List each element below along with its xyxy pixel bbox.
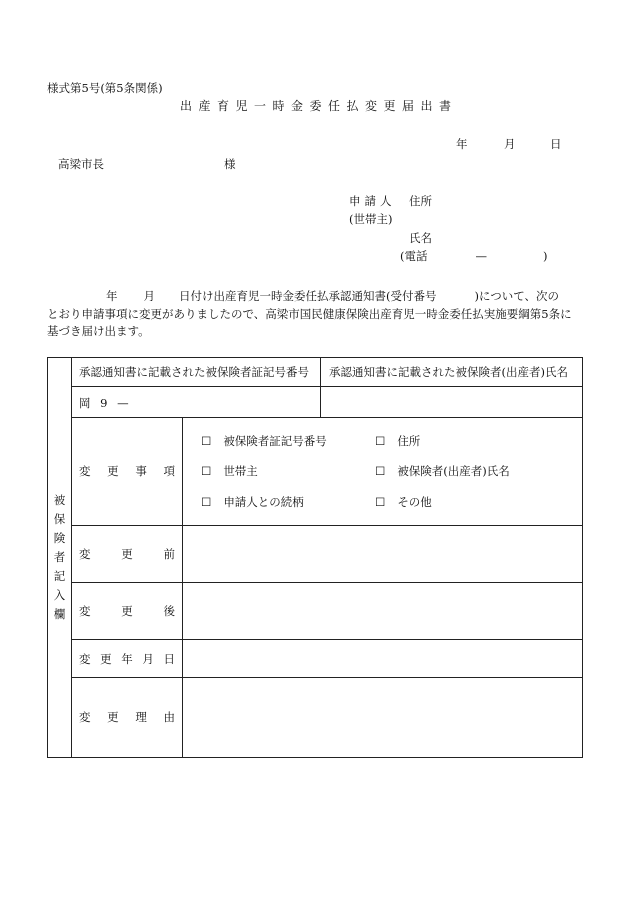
body-line1-mid: 日付け出産育児一時金委任払承認通知書(受付番号	[179, 289, 437, 303]
option-insurance-number[interactable]: ☐ 被保険者証記号番号	[201, 434, 327, 448]
option-relationship[interactable]: ☐ 申請人との続柄	[201, 495, 304, 509]
applicant-label: 申請人	[349, 194, 396, 208]
change-reason-field[interactable]	[183, 678, 582, 757]
body-line3: 基づき届け出ます。	[47, 324, 150, 338]
after-field[interactable]	[183, 583, 582, 639]
option-insured-name[interactable]: ☐ 被保険者(出産者)氏名	[375, 464, 510, 478]
body-line1-end: )について、次の	[474, 289, 560, 303]
header-insurance-number: 承認通知書に記載された被保険者証記号番号	[79, 365, 309, 379]
applicant-name-label: 氏名	[409, 231, 432, 245]
before-field[interactable]	[183, 526, 582, 582]
body-year: 年	[106, 289, 118, 303]
checkbox-icon[interactable]: ☐	[375, 434, 386, 448]
addressee-city: 高梁市長	[58, 157, 104, 171]
date-year-label: 年	[456, 137, 468, 151]
phone-close-paren: )	[543, 249, 548, 263]
form-number: 様式第5号(第5条関係)	[47, 81, 163, 95]
phone-dash: —	[475, 249, 487, 263]
document-title: 出産育児一時金委任払変更届出書	[180, 99, 458, 113]
change-items-label: 変 更 事 項	[79, 464, 175, 478]
header-insured-name: 承認通知書に記載された被保険者(出産者)氏名	[329, 365, 568, 379]
option-address[interactable]: ☐ 住所	[375, 434, 421, 448]
insured-entry-table	[47, 357, 583, 758]
change-date-field[interactable]	[183, 640, 582, 677]
addressee-honorific: 様	[224, 157, 236, 171]
body-line2: とおり申請事項に変更がありましたので、高梁市国民健康保険出産育児一時金委任払実施要綱第5条に	[47, 306, 572, 321]
after-label: 変 更 後	[79, 604, 175, 618]
before-label: 変 更 前	[79, 547, 175, 561]
insured-name-field[interactable]	[321, 387, 582, 417]
checkbox-icon[interactable]: ☐	[375, 464, 386, 478]
checkbox-icon[interactable]: ☐	[375, 495, 386, 509]
checkbox-icon[interactable]: ☐	[201, 495, 212, 509]
applicant-householder-label: (世帯主)	[349, 212, 393, 226]
applicant-phone[interactable]	[400, 251, 548, 263]
checkbox-icon[interactable]: ☐	[201, 464, 212, 478]
submission-date[interactable]	[456, 139, 562, 151]
date-day-label: 日	[550, 137, 562, 151]
insurance-number-prefix: 岡 9 —	[79, 396, 132, 410]
phone-label: (電話	[400, 249, 428, 263]
change-reason-label: 変 更 理 由	[79, 710, 175, 724]
body-month: 月	[143, 289, 155, 303]
option-other[interactable]: ☐ その他	[375, 495, 432, 509]
body-paragraph	[47, 288, 583, 341]
side-label-insured-entry: 被 保 険 者 記 入 欄	[53, 493, 66, 621]
applicant-address-label: 住所	[409, 194, 432, 208]
checkbox-icon[interactable]: ☐	[201, 434, 212, 448]
date-month-label: 月	[504, 137, 516, 151]
option-householder[interactable]: ☐ 世帯主	[201, 464, 258, 478]
change-date-label: 変 更 年 月 日	[79, 652, 175, 666]
